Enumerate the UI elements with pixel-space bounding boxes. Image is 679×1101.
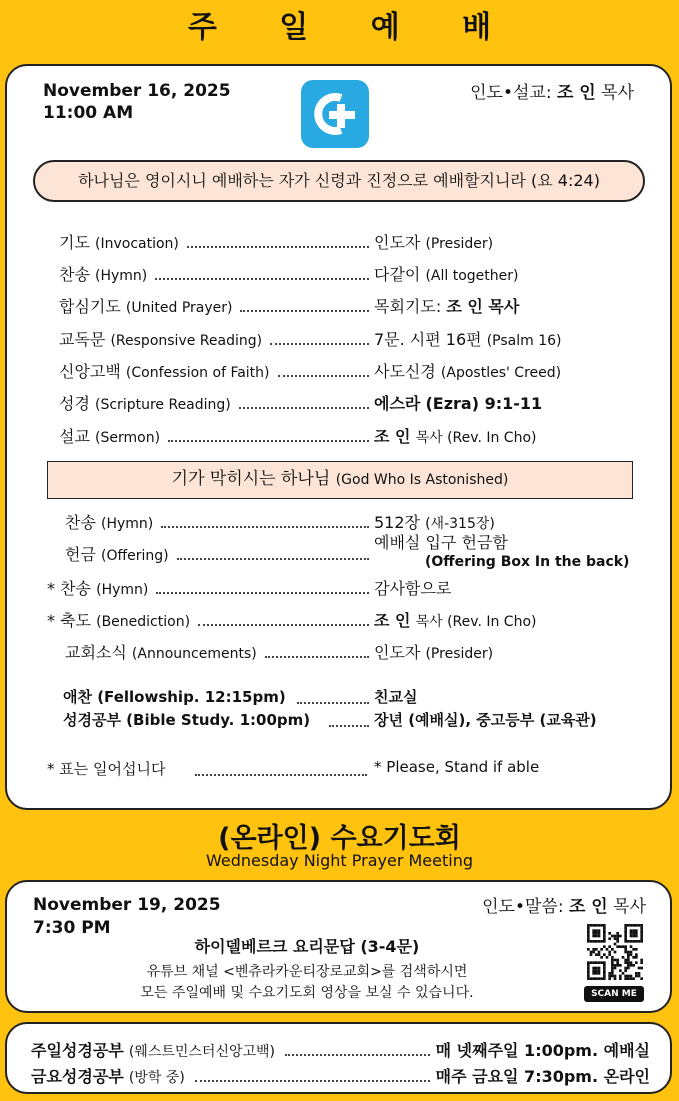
order-item-label: 기도 (Invocation) [59, 233, 179, 252]
qr-module [598, 932, 601, 935]
qr-module [624, 975, 627, 978]
dot-leader [195, 774, 367, 776]
qr-module [630, 929, 633, 932]
order-item-value: 7문. 시편 16편 (Psalm 16) [374, 330, 562, 349]
order-item-row [7, 608, 674, 632]
qr-module [608, 945, 611, 948]
qr-module [640, 932, 643, 935]
qr-module [603, 977, 606, 980]
sermon-title-banner: 기가 막히시는 하나님 (God Who Is Astonished) [47, 461, 633, 499]
wednesday-prayer-card [5, 880, 672, 1013]
qr-module [603, 945, 606, 948]
bible-study-card [5, 1022, 672, 1094]
order-item-value: 사도신경 (Apostles' Creed) [374, 362, 562, 381]
qr-module [632, 932, 635, 935]
qr-module [598, 940, 601, 943]
qr-module [624, 937, 627, 940]
qr-module [640, 927, 643, 930]
qr-module [611, 948, 614, 951]
qr-module [616, 945, 619, 948]
qr-module [603, 972, 606, 975]
qr-module [635, 956, 638, 959]
order-item-label: 합심기도 (United Prayer) [59, 297, 233, 316]
qr-module [614, 959, 617, 962]
order-item-label: * 찬송 (Hymn) [47, 579, 149, 598]
qr-module [592, 932, 595, 935]
qr-module [640, 924, 643, 927]
qr-module [600, 924, 603, 927]
qr-module [614, 935, 617, 938]
order-item-value: 다같이 (All together) [374, 265, 519, 284]
qr-module [632, 935, 635, 938]
sunday-service-card [5, 64, 672, 810]
qr-module [630, 953, 633, 956]
dot-leader [285, 1054, 430, 1056]
qr-module [616, 961, 619, 964]
scripture-verse-banner: 하나님은 영이시니 예배하는 자가 신령과 진정으로 예배할지니라 (요 4:24) [33, 160, 645, 202]
qr-module [638, 967, 641, 970]
qr-module [587, 924, 590, 927]
dot-leader [177, 558, 369, 560]
qr-module [627, 956, 630, 959]
qr-module [635, 932, 638, 935]
qr-module [616, 932, 619, 935]
qr-module [603, 967, 606, 970]
qr-module [595, 935, 598, 938]
qr-module [635, 924, 638, 927]
qr-module [595, 932, 598, 935]
catechism-title: 하이델베르크 요리문답 (3-4문) [194, 937, 420, 956]
order-item-label: 성경 (Scripture Reading) [59, 394, 231, 413]
qr-module [624, 948, 627, 951]
qr-module [635, 953, 638, 956]
qr-module [635, 961, 638, 964]
qr-module [640, 967, 643, 970]
qr-module [624, 945, 627, 948]
qr-module [635, 940, 638, 943]
qr-module [608, 953, 611, 956]
qr-module [587, 935, 590, 938]
qr-module [619, 935, 622, 938]
qr-module [587, 927, 590, 930]
qr-module [632, 956, 635, 959]
qr-module [619, 977, 622, 980]
qr-module [619, 964, 622, 967]
qr-module [603, 927, 606, 930]
qr-module [587, 948, 590, 951]
order-item-row [7, 576, 674, 600]
qr-module [640, 977, 643, 980]
qr-module [640, 935, 643, 938]
qr-module [587, 972, 590, 975]
bible-study-row [7, 1038, 674, 1062]
qr-module [630, 940, 633, 943]
qr-module [624, 924, 627, 927]
qr-module [606, 956, 609, 959]
qr-module [611, 959, 614, 962]
qr-module [635, 975, 638, 978]
qr-module [600, 940, 603, 943]
qr-module [614, 977, 617, 980]
qr-module [630, 924, 633, 927]
qr-module [595, 969, 598, 972]
qr-module [592, 969, 595, 972]
qr-module [587, 969, 590, 972]
qr-module [616, 935, 619, 938]
qr-module [600, 948, 603, 951]
qr-module [592, 977, 595, 980]
order-item-row [7, 327, 674, 351]
qr-module [630, 977, 633, 980]
qr-module [640, 959, 643, 962]
qr-module [598, 951, 601, 954]
qr-module [595, 972, 598, 975]
qr-module [630, 945, 633, 948]
qr-module [627, 951, 630, 954]
order-item-row [7, 230, 674, 254]
qr-module [635, 929, 638, 932]
order-item-row [7, 510, 674, 534]
qr-module [587, 937, 590, 940]
qr-module [611, 969, 614, 972]
dot-leader [270, 343, 369, 345]
dot-leader [155, 278, 369, 280]
qr-module [590, 951, 593, 954]
qr-module [622, 972, 625, 975]
qr-module [595, 929, 598, 932]
qr-module [624, 932, 627, 935]
qr-module [592, 961, 595, 964]
qr-module [598, 969, 601, 972]
qr-module [632, 940, 635, 943]
qr-module [624, 929, 627, 932]
service-leader: 인도•설교: 조 인 목사 [470, 83, 634, 103]
scan-me-label: SCAN ME [584, 986, 644, 1002]
dot-leader [240, 310, 369, 312]
qr-module [638, 972, 641, 975]
dot-leader [329, 725, 369, 727]
qr-module [595, 924, 598, 927]
qr-module [638, 940, 641, 943]
order-item-label: 설교 (Sermon) [59, 427, 161, 446]
qr-module [611, 972, 614, 975]
qr-module [624, 969, 627, 972]
qr-module [603, 924, 606, 927]
qr-module [608, 937, 611, 940]
qr-module [632, 929, 635, 932]
qr-module [598, 972, 601, 975]
qr-module [598, 924, 601, 927]
dot-leader [297, 702, 369, 704]
qr-module [590, 940, 593, 943]
qr-module [592, 924, 595, 927]
qr-module [590, 953, 593, 956]
page-title: 주 일 예 배 [187, 10, 518, 45]
qr-module [590, 924, 593, 927]
qr-module [598, 935, 601, 938]
church-cross-logo-icon [301, 80, 369, 148]
qr-module [614, 937, 617, 940]
qr-module [603, 975, 606, 978]
bible-study-value: 매주 금요일 7:30pm. 온라인 [435, 1067, 650, 1086]
order-item-value: 512장 (새-315장) [374, 513, 495, 532]
qr-module [592, 929, 595, 932]
qr-module [635, 948, 638, 951]
order-item-label: 교회소식 (Announcements) [65, 643, 257, 662]
qr-module [624, 940, 627, 943]
qr-module [630, 961, 633, 964]
qr-module [640, 937, 643, 940]
qr-module [587, 940, 590, 943]
qr-module [603, 929, 606, 932]
qr-module [640, 961, 643, 964]
qr-module [595, 961, 598, 964]
qr-module [600, 961, 603, 964]
qr-module [587, 967, 590, 970]
qr-module [630, 975, 633, 978]
qr-module [603, 969, 606, 972]
qr-module [587, 977, 590, 980]
qr-module [614, 943, 617, 946]
qr-module [587, 932, 590, 935]
qr-module [627, 964, 630, 967]
dot-leader [161, 526, 369, 528]
order-item-value: 감사함으로 [374, 579, 452, 598]
qr-module [611, 975, 614, 978]
order-item-label: * 축도 (Benediction) [47, 611, 191, 630]
order-item-value: 에스라 (Ezra) 9:1-11 [374, 394, 543, 413]
qr-module [627, 977, 630, 980]
qr-module [598, 977, 601, 980]
qr-module [587, 961, 590, 964]
qr-module [632, 977, 635, 980]
order-item-value: 인도자 (Presider) [374, 233, 494, 252]
qr-module [616, 937, 619, 940]
qr-module [603, 932, 606, 935]
qr-module [598, 967, 601, 970]
qr-module [598, 929, 601, 932]
qr-module [608, 932, 611, 935]
qr-module [592, 935, 595, 938]
order-item-row [7, 262, 674, 286]
order-item-label: 찬송 (Hymn) [59, 265, 148, 284]
qr-module [603, 964, 606, 967]
qr-code-icon[interactable] [587, 924, 643, 980]
qr-module [614, 951, 617, 954]
qr-module [590, 977, 593, 980]
service-date: November 16, 2025 11:00 AM [43, 81, 231, 123]
order-item-label: 신앙고백 (Confession of Faith) [59, 362, 270, 381]
qr-module [640, 929, 643, 932]
order-item-row [7, 640, 674, 664]
qr-module [624, 967, 627, 970]
qr-module [595, 948, 598, 951]
qr-module [592, 967, 595, 970]
qr-module [608, 972, 611, 975]
qr-module [600, 977, 603, 980]
order-item-label: 찬송 (Hymn) [65, 513, 154, 532]
order-item-value: 인도자 (Presider) [374, 643, 494, 662]
qr-module [616, 964, 619, 967]
order-item-value: 목회기도: 조 인 목사 [374, 297, 520, 316]
qr-module [595, 977, 598, 980]
qr-module [616, 940, 619, 943]
order-item-value: 조 인 목사 (Rev. In Cho) [374, 611, 537, 630]
qr-module [587, 975, 590, 978]
dot-leader [168, 440, 369, 442]
qr-module [592, 951, 595, 954]
qr-module [627, 961, 630, 964]
qr-module [630, 935, 633, 938]
qr-module [632, 948, 635, 951]
qr-module [627, 967, 630, 970]
qr-module [619, 945, 622, 948]
dot-leader [156, 592, 369, 594]
qr-module [611, 935, 614, 938]
qr-module [614, 964, 617, 967]
qr-module [603, 935, 606, 938]
qr-module [606, 948, 609, 951]
qr-module [640, 940, 643, 943]
qr-module [595, 953, 598, 956]
qr-module [608, 951, 611, 954]
qr-module [622, 945, 625, 948]
qr-module [622, 956, 625, 959]
qr-module [630, 951, 633, 954]
qr-module [608, 977, 611, 980]
qr-module [624, 927, 627, 930]
stand-note-row: * 표는 일어섭니다 * Please, Stand if able [47, 758, 540, 778]
qr-module [611, 967, 614, 970]
qr-module [603, 953, 606, 956]
qr-module [616, 959, 619, 962]
dot-leader [198, 624, 369, 626]
qr-module [627, 953, 630, 956]
bible-study-label: 주일성경공부 (웨스트민스터신앙고백) [31, 1041, 276, 1060]
qr-module [630, 932, 633, 935]
bible-study-row [7, 1064, 674, 1088]
qr-module [627, 975, 630, 978]
qr-module [611, 956, 614, 959]
qr-module [590, 961, 593, 964]
order-item-row [7, 294, 674, 318]
qr-module [603, 937, 606, 940]
qr-module [619, 975, 622, 978]
wednesday-heading-en: Wednesday Night Prayer Meeting [205, 851, 474, 870]
qr-module [627, 959, 630, 962]
qr-module [624, 977, 627, 980]
qr-module [627, 940, 630, 943]
qr-module [635, 972, 638, 975]
dot-leader [195, 1080, 430, 1082]
qr-module [592, 948, 595, 951]
order-item-value: 조 인 목사 (Rev. In Cho) [374, 427, 537, 446]
wednesday-date: November 19, 2025 7:30 PM [33, 895, 221, 938]
qr-module [611, 964, 614, 967]
qr-module [592, 972, 595, 975]
qr-module [624, 951, 627, 954]
offering-subnote: (Offering Box In the back) [425, 554, 630, 570]
qr-module [603, 940, 606, 943]
order-item-row [7, 391, 674, 415]
qr-module [624, 959, 627, 962]
qr-module [627, 924, 630, 927]
qr-module [595, 940, 598, 943]
qr-module [587, 964, 590, 967]
qr-module [608, 975, 611, 978]
qr-module [619, 969, 622, 972]
dot-leader [265, 656, 369, 658]
qr-module [614, 975, 617, 978]
qr-module [600, 956, 603, 959]
qr-module [630, 964, 633, 967]
qr-module [624, 935, 627, 938]
qr-module [587, 929, 590, 932]
qr-module [598, 961, 601, 964]
qr-module [624, 961, 627, 964]
qr-module [638, 924, 641, 927]
fellowship-row: 애찬 (Fellowship. 12:15pm) 친교실 [63, 688, 418, 706]
qr-module [635, 935, 638, 938]
order-item-row [7, 359, 674, 383]
qr-module [638, 975, 641, 978]
order-item-label: 교독문 (Responsive Reading) [59, 330, 263, 349]
bible-study-row: 성경공부 (Bible Study. 1:00pm) 장년 (예배실), 중고등부 (교육관) [63, 711, 597, 729]
order-item-value: 예배실 입구 헌금함 [374, 533, 508, 552]
bible-study-value: 매 넷째주일 1:00pm. 예배실 [435, 1041, 650, 1060]
qr-module [632, 964, 635, 967]
qr-module [614, 967, 617, 970]
bible-study-label: 금요성경공부 (방학 중) [31, 1067, 185, 1086]
order-item-label: 헌금 (Offering) [65, 545, 169, 564]
order-item-row [7, 424, 674, 448]
qr-module [603, 961, 606, 964]
dot-leader [278, 375, 369, 377]
dot-leader [239, 407, 369, 409]
wednesday-leader: 인도•말씀: 조 인 목사 [482, 897, 646, 917]
youtube-note: 유튜브 채널 <벤츄라카운티장로교회>를 검색하시면 모든 주일예배 및 수요기도회 영상을 보실 수 있습니다. [140, 964, 474, 1001]
qr-module [595, 967, 598, 970]
dot-leader [187, 246, 369, 248]
wednesday-heading: (온라인) 수요기도회 [218, 823, 461, 854]
qr-module [632, 924, 635, 927]
qr-module [592, 940, 595, 943]
qr-module [611, 961, 614, 964]
qr-module [598, 953, 601, 956]
